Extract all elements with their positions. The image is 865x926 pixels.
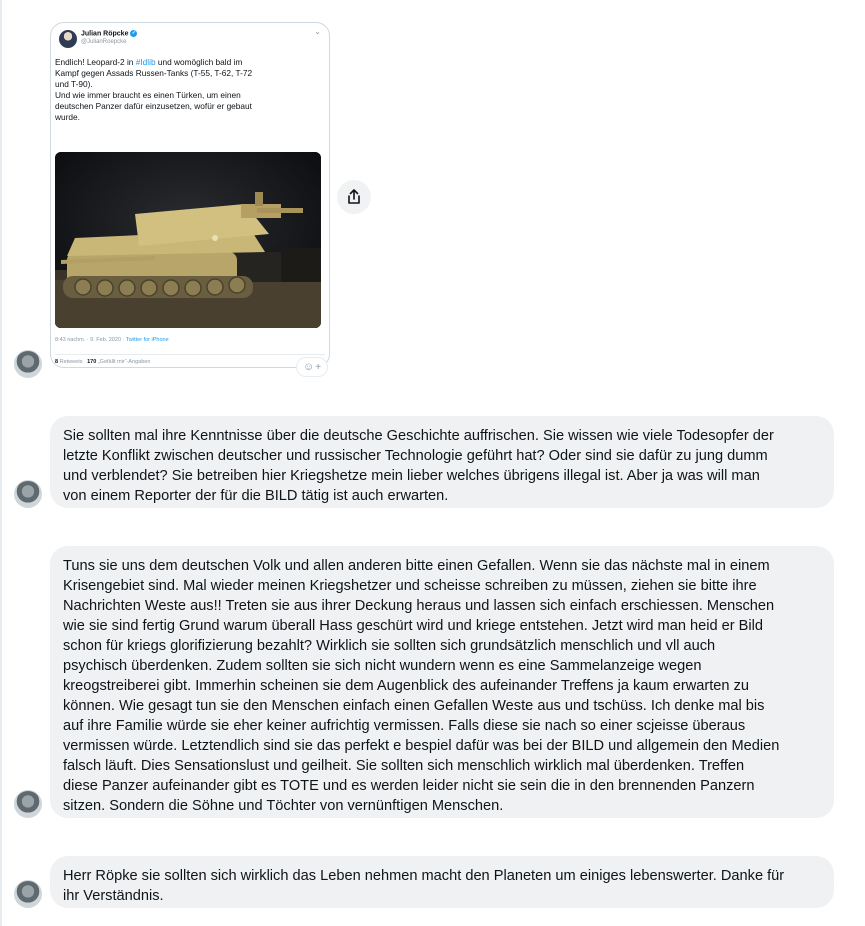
divider — [55, 354, 325, 355]
message-text: Herr Röpke sie sollten sich wirklich das Leben nehmen macht den Planeten um einiges lebenswerter. Danke für ihr Verständnis. — [63, 868, 785, 904]
tweet-author-handle: @JulianRoepcke — [81, 39, 127, 45]
hashtag-link: #Idlib — [135, 57, 156, 67]
message-text: Sie sollten mal ihre Kenntnisse über die deutsche Geschichte auffrischen. Sie wissen wie viele Todesopfer der letzte Konflikt zwischen deutscher und russischer Technologie geführt hat? Oder sind sie dafür zu jung dumm und verblendet? Sie betreiben hier Kriegshetze mein lieber welches übrigens illegal ist. Aber ja was will man von einem Reporter der für die BILD tätig ist auch erwarten. — [63, 428, 774, 504]
message-bubble[interactable] — [50, 546, 834, 818]
tweet-timestamp: 8:43 nachm. · 9. Feb. 2020 · Twitter for iPhone — [55, 337, 169, 343]
tweet-stats: 8 Retweets 170 „Gefällt mir“-Angaben — [55, 359, 151, 365]
sender-avatar[interactable] — [14, 790, 42, 818]
sender-avatar[interactable] — [14, 880, 42, 908]
tweet-author-avatar — [59, 30, 77, 48]
message-bubble[interactable] — [50, 416, 834, 508]
tweet-text: Endlich! Leopard-2 in #Idlib und womöglich bald im Kampf gegen Assads Russen-Tanks (T-55, T-62, T-72 und T-90). Und wie immer braucht es einen Türken, um einen deutschen Panzer dafür einzusetzen, wofür er gebaut wurde. — [55, 57, 253, 122]
verified-badge-icon: ✓ — [131, 30, 137, 36]
add-reaction-icon: ☺ — [302, 361, 315, 373]
share-icon — [347, 189, 361, 205]
message-text: Tuns sie uns dem deutschen Volk und allen anderen bitte einen Gefallen. Wenn sie das nächste mal in einem Krisengebiet sind. Mal wieder meinen Kriegshetzer und scheisse schreiben zu müssen, ziehen sie bitte ihre Nachrichten Weste aus!! Treten sie aus ihrer Deckung heraus und lassen sich einfach erschiessen. Menschen wie sie sind fertig Grund warum überall Hass geschürt wird und kriege entstehen. Jetzt wird man heid er Bild schon für kriegs glorifizierung bezahlt? Wirklich sie sollten sich grundsätzlich menschlich und vll auch psychisch überdenken. Zudem sollten sie sich nicht wundern wenn es eine Sammelanzeige wegen kreogstreiberei gibt. Immerhin scheinen sie dem Augenblick des aufeinander Treffens ja kaum erwarten zu können. Wie gesagt tun sie den Menschen einfach einen Gefallen Weste aus und tschüss. Ich denke mal bis auf ihre Familie würde sie eher keiner aufrichtig vermissen. Falls diese sie nach so einer scjeisse überaus vermissen würde. Letztendlich sind sie das perfekt e bespiel dafür was bei der BILD und allgemein den Medien falsch läuft. Dies Sensationslust und geilheit. Sie sollten sich menschlich wirklich mal überdenken. Treffen diese Panzer aufeinander gibt es TOTE und es werden leider nicht sie sein die in den brennenden Panzern sitzen. Sondern die Söhne und Töchter von vernünftigen Menschen. — [63, 558, 780, 814]
add-reaction-button[interactable] — [296, 357, 328, 377]
share-button[interactable] — [337, 180, 371, 214]
plus-icon: + — [315, 361, 322, 373]
tweet-author-name: Julian Röpcke ✓ — [81, 30, 137, 38]
tank-photo — [55, 152, 321, 328]
chevron-down-icon: ⌄ — [314, 27, 321, 36]
sender-avatar[interactable] — [14, 350, 42, 378]
pane-divider — [0, 0, 2, 926]
message-bubble[interactable] — [50, 856, 834, 908]
sender-avatar[interactable] — [14, 480, 42, 508]
shared-tweet-image[interactable] — [50, 22, 330, 368]
